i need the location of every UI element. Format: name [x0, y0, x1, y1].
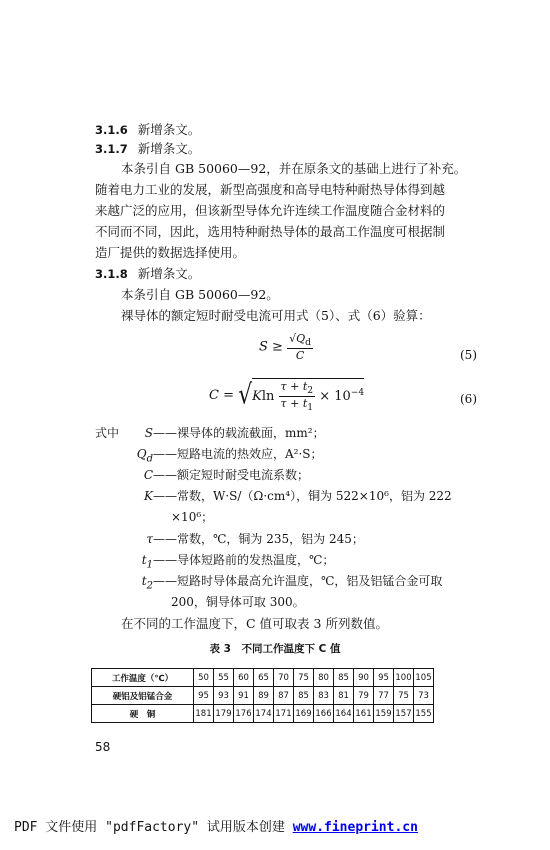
definition-item — [95, 572, 442, 595]
definition-subscript: d — [146, 453, 153, 465]
table-row — [92, 669, 434, 687]
numerator-subscript: 2 — [307, 385, 314, 397]
table-cell: 93 — [214, 687, 234, 705]
table-cell: 176 — [234, 705, 254, 723]
closing-sentence: 在不同的工作温度下，C 值可取表 3 所列数值。 — [121, 616, 388, 631]
definition-text: ——导体短路前的发热温度，℃； — [153, 553, 335, 567]
definition-symbol: τ — [146, 532, 153, 546]
definition-symbol: t — [141, 553, 147, 567]
row-header: 硬铝及铝锰合金 — [92, 687, 194, 705]
definition-symbol: C — [143, 468, 153, 482]
section-number: 3.1.6 — [95, 123, 128, 137]
section-number: 3.1.7 — [95, 142, 128, 156]
paragraph-line: 造厂提供的数据选择使用。 — [95, 245, 246, 260]
table-cell: 80 — [314, 669, 334, 687]
table-cell: 90 — [354, 669, 374, 687]
row-header: 工作温度（℃） — [92, 669, 194, 687]
formula-6 — [209, 378, 364, 413]
section-number: 3.1.8 — [95, 267, 128, 281]
table-cell: 181 — [194, 705, 214, 723]
definition-symbol: S — [144, 426, 153, 440]
paragraph-line: 来越广泛的应用，但该新型导体允许连续工作温度随合金材料的 — [95, 203, 446, 218]
table-cell: 105 — [414, 669, 434, 687]
table-cell: 159 — [374, 705, 394, 723]
fraction-denominator — [279, 397, 316, 413]
table-cell: 77 — [374, 687, 394, 705]
table-cell: 164 — [334, 705, 354, 723]
paragraph-line: 本条引自 GB 50060—92，并在原条文的基础上进行了补充。 — [121, 161, 467, 176]
table-cell: 100 — [394, 669, 414, 687]
numerator-text: τ + t — [280, 380, 308, 393]
row-header: 硬 铜 — [92, 705, 194, 723]
table-cell: 87 — [274, 687, 294, 705]
table-cell: 65 — [254, 669, 274, 687]
table-cell: 155 — [414, 705, 434, 723]
table-cell: 174 — [254, 705, 274, 723]
definition-item — [95, 424, 325, 447]
table-cell: 55 — [214, 669, 234, 687]
equation-number: (5) — [460, 348, 477, 362]
section-title: 新增条文。 — [137, 266, 201, 281]
table-cell: 161 — [354, 705, 374, 723]
multiplier: × 10 — [319, 389, 351, 405]
table-cell: 85 — [294, 687, 314, 705]
section-3-1-8 — [95, 265, 200, 283]
definition-item — [95, 445, 323, 468]
c-value-table — [91, 668, 434, 723]
definition-continuation: ×10⁶； — [171, 510, 214, 524]
paragraph-line: 本条引自 GB 50060—92。 — [121, 287, 279, 302]
paragraph-line: 不同而不同，因此，选用特种耐热导体的最高工作温度可根据制 — [95, 224, 446, 239]
definition-item — [95, 530, 364, 553]
table-cell: 73 — [414, 687, 434, 705]
definition-item — [95, 466, 309, 489]
table-cell: 179 — [214, 705, 234, 723]
definition-text: ——短路时导体最高允许温度，℃，铝及铝锰合金可取 — [153, 574, 443, 588]
table-cell: 95 — [194, 687, 214, 705]
table-cell: 157 — [394, 705, 414, 723]
footer-text: PDF 文件使用 "pdfFactory" 试用版本创建 — [14, 820, 293, 835]
numerator-text: √Q — [289, 332, 306, 345]
definition-symbol: t — [141, 574, 147, 588]
numerator-subscript: d — [305, 337, 311, 349]
denominator-text: τ + t — [280, 397, 308, 411]
footer-link[interactable]: www.fineprint.cn — [292, 820, 418, 835]
table-row — [92, 705, 434, 723]
section-3-1-7 — [95, 140, 200, 158]
definition-item — [95, 487, 452, 510]
table-cell: 89 — [254, 687, 274, 705]
fraction-numerator — [279, 380, 316, 397]
ln-operator: ln — [261, 389, 275, 405]
constant-k: K — [252, 389, 262, 405]
table-cell: 169 — [294, 705, 314, 723]
table-cell: 166 — [314, 705, 334, 723]
table-cell: 83 — [314, 687, 334, 705]
table-cell: 85 — [334, 669, 354, 687]
definition-item — [95, 551, 334, 574]
definition-symbol: Q — [136, 447, 147, 461]
definition-text: ——常数，W·S/（Ω·cm⁴），铜为 522×10⁶，铝为 222 — [153, 489, 452, 503]
formula-5 — [259, 332, 313, 362]
page-number: 58 — [95, 740, 111, 754]
table-cell: 95 — [374, 669, 394, 687]
definition-text: ——短路电流的热效应，A²·S； — [153, 447, 323, 461]
denominator-text: C — [295, 349, 305, 363]
exponent: −4 — [350, 387, 365, 398]
equation-number: (6) — [460, 392, 477, 406]
sqrt-content — [252, 378, 364, 413]
sqrt-icon: √ — [238, 380, 253, 412]
table-caption: 表 3 不同工作温度下 C 值 — [209, 643, 341, 655]
definition-text: ——常数，℃，铜为 235，铝为 245； — [153, 532, 364, 546]
definition-symbol: K — [144, 489, 153, 503]
table-cell: 81 — [334, 687, 354, 705]
paragraph-line: 随着电力工业的发展，新型高强度和高导电特种耐热导体得到越 — [95, 182, 446, 197]
fraction-numerator — [287, 332, 313, 349]
definition-subscript: 1 — [146, 559, 153, 571]
table-cell: 75 — [294, 669, 314, 687]
table-cell: 91 — [234, 687, 254, 705]
table-cell: 75 — [394, 687, 414, 705]
formula-lhs: S ≥ — [259, 339, 283, 355]
section-title: 新增条文。 — [137, 122, 201, 137]
definition-continuation: 200，铜导体可取 300。 — [171, 595, 305, 609]
definition-text: ——额定短时耐受电流系数； — [153, 468, 310, 482]
table-cell: 171 — [274, 705, 294, 723]
fraction — [287, 332, 313, 362]
section-title: 新增条文。 — [137, 141, 201, 156]
section-3-1-6 — [95, 121, 200, 139]
definition-text: ——裸导体的载流截面，mm²； — [153, 426, 325, 440]
where-label: 式中 — [95, 426, 120, 440]
definition-subscript: 2 — [146, 580, 153, 592]
table-cell: 79 — [354, 687, 374, 705]
table-cell: 60 — [234, 669, 254, 687]
denominator-subscript: 1 — [307, 402, 314, 414]
paragraph-line: 裸导体的额定短时耐受电流可用式（5）、式（6）验算： — [121, 308, 431, 323]
fraction — [279, 380, 316, 413]
formula-lhs: C = — [209, 388, 234, 404]
table-cell: 50 — [194, 669, 214, 687]
pdf-footer — [14, 816, 418, 835]
table-cell: 70 — [274, 669, 294, 687]
table-row — [92, 687, 434, 705]
fraction-denominator — [287, 349, 313, 362]
